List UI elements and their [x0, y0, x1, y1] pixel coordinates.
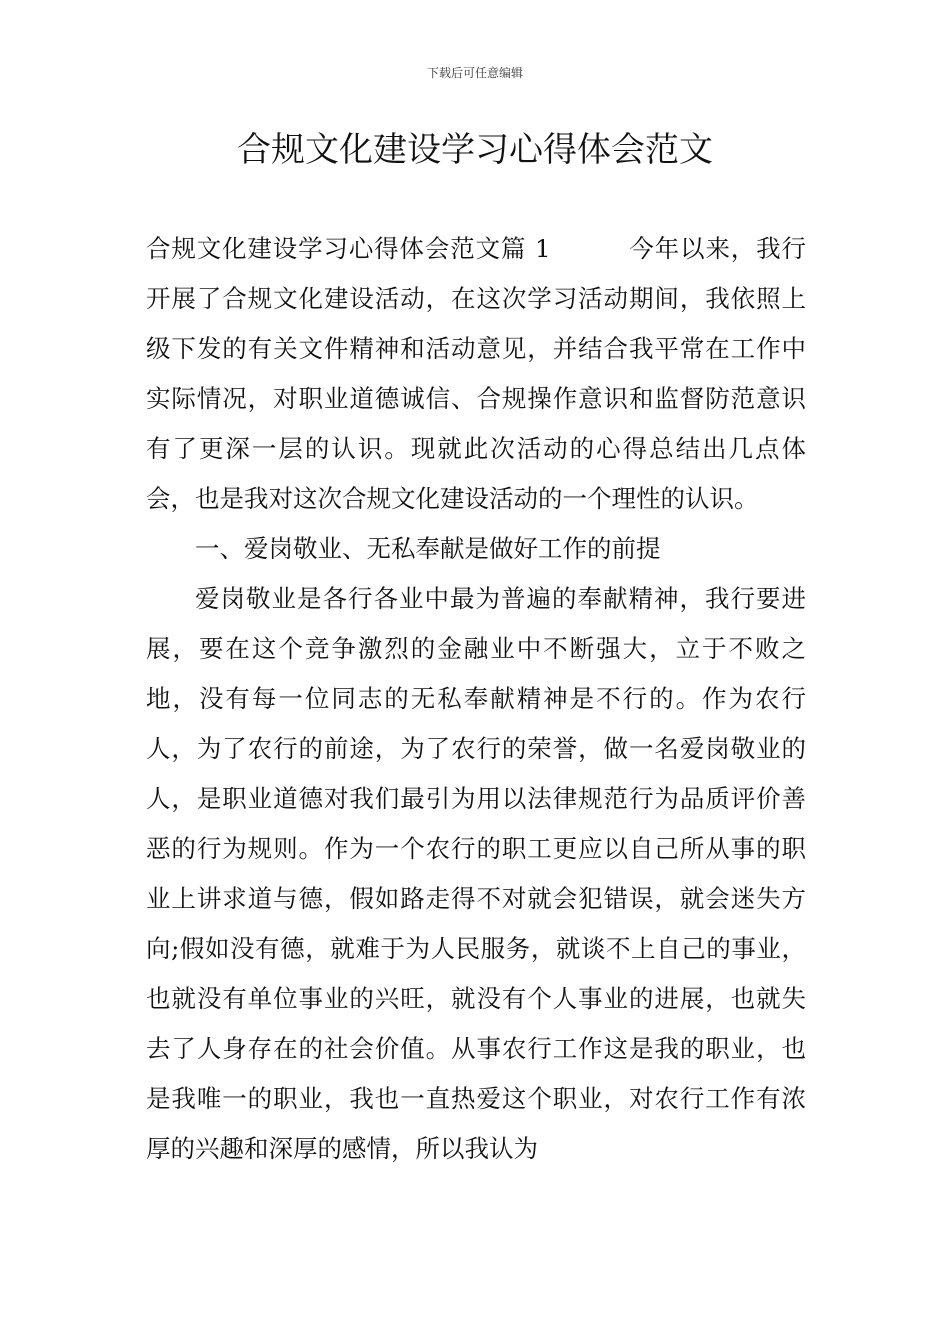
intro-paragraph: [146, 224, 806, 524]
intro-text: 今年以来，我行开展了合规文化建设活动，在这次学习活动期间，我依照上级下发的有关文件精神和活动意见，并结合我平常在工作中实际情况，对职业道德诚信、合规操作意识和监督防范意识有了更深一层的认识。现就此次活动的心得总结出几点体会，也是我对这次合规文化建设活动的一个理性的认识。: [146, 234, 807, 513]
article-label: 合规文化建设学习心得体会范文篇 1: [146, 234, 551, 263]
section-paragraph: 爱岗敬业是各行各业中最为普遍的奉献精神，我行要进展，要在这个竞争激烈的金融业中不断强大，立于不败之地，没有每一位同志的无私奉献精神是不行的。作为农行人，为了农行的前途，为了农行的荣誉，做一名爱岗敬业的人，是职业道德对我们最引为用以法律规范行为品质评价善恶的行为规则。作为一个农行的职工更应以自己所从事的职业上讲求道与德，假如路走得不对就会犯错误，就会迷失方向;假如没有德，就难于为人民服务，就谈不上自己的事业，也就没有单位事业的兴旺，就没有个人事业的进展，也就失去了人身存在的社会价值。从事农行工作这是我的职业，也是我唯一的职业，我也一直热爱这个职业，对农行工作有浓厚的兴趣和深厚的感情，所以我认为: [146, 584, 806, 1163]
page-header: 下载后可任意编辑: [426, 66, 523, 80]
document-title: 合规文化建设学习心得体会范文: [237, 130, 713, 170]
section-heading: 一、爱岗敬业、无私奉献是做好工作的前提: [195, 534, 661, 563]
document-body: [146, 224, 806, 1174]
